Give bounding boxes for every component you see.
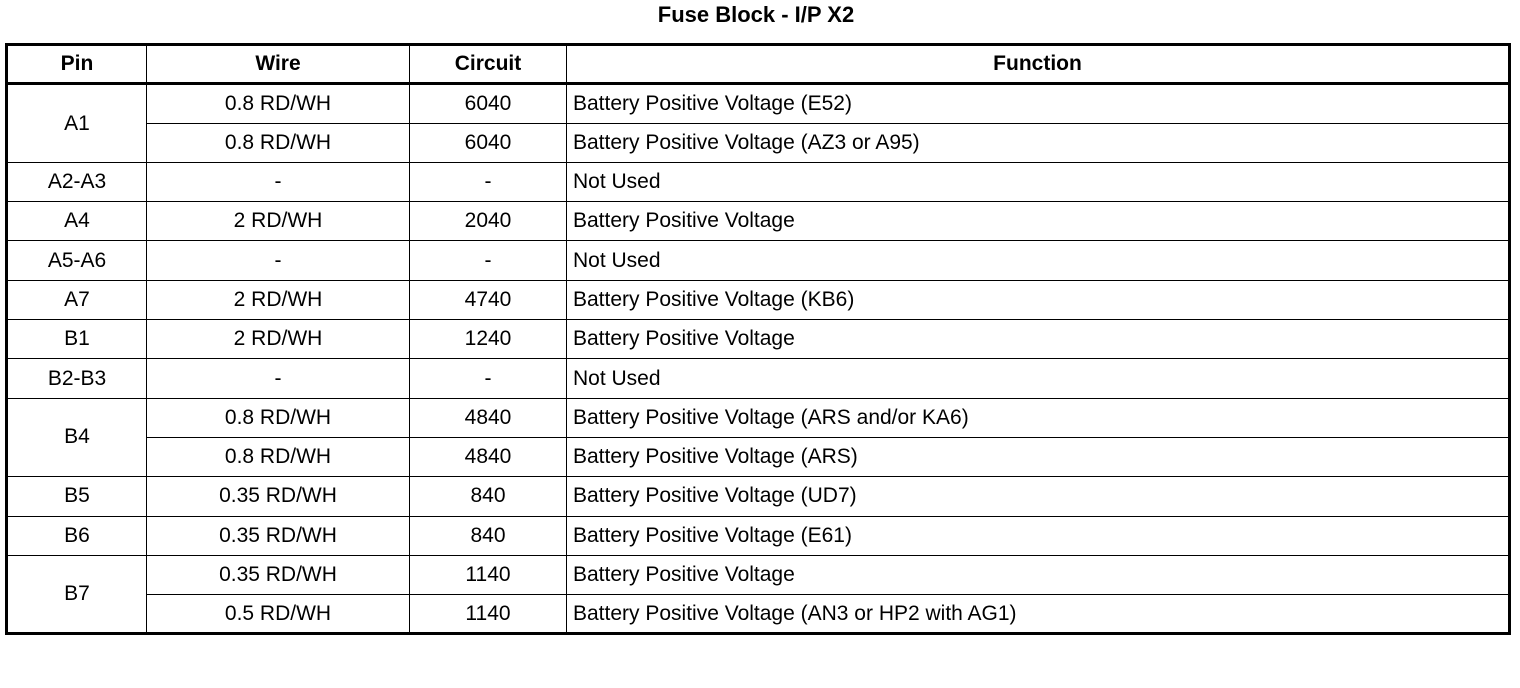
function-cell: Battery Positive Voltage (KB6) (567, 280, 1510, 319)
table-row (7, 280, 1510, 319)
wire-cell: 2 RD/WH (147, 280, 410, 319)
pin-cell: B5 (7, 477, 147, 516)
circuit-cell: 840 (410, 516, 567, 555)
wire-cell: 2 RD/WH (147, 202, 410, 241)
table-row (7, 398, 1510, 437)
pin-cell: B7 (7, 555, 147, 634)
table-body (7, 84, 1510, 634)
header-function: Function (567, 45, 1510, 84)
table-row (7, 555, 1510, 594)
wire-cell: 0.8 RD/WH (147, 84, 410, 123)
wire-cell: 0.35 RD/WH (147, 555, 410, 594)
wire-cell: - (147, 241, 410, 280)
table-row (7, 320, 1510, 359)
pin-cell: B2-B3 (7, 359, 147, 398)
table-row (7, 477, 1510, 516)
header-wire: Wire (147, 45, 410, 84)
header-row (7, 45, 1510, 84)
pin-cell: A7 (7, 280, 147, 319)
function-cell: Battery Positive Voltage (E52) (567, 84, 1510, 123)
circuit-cell: - (410, 359, 567, 398)
pin-cell: B4 (7, 398, 147, 477)
circuit-cell: 4840 (410, 398, 567, 437)
table-row (7, 241, 1510, 280)
circuit-cell: - (410, 162, 567, 201)
header-pin: Pin (7, 45, 147, 84)
function-cell: Battery Positive Voltage (567, 320, 1510, 359)
wire-cell: 0.8 RD/WH (147, 123, 410, 162)
wire-cell: 0.35 RD/WH (147, 516, 410, 555)
wire-cell: - (147, 162, 410, 201)
circuit-cell: 2040 (410, 202, 567, 241)
function-cell: Battery Positive Voltage (UD7) (567, 477, 1510, 516)
table-row (7, 84, 1510, 123)
pin-cell: A4 (7, 202, 147, 241)
wire-cell: - (147, 359, 410, 398)
table-row (7, 516, 1510, 555)
circuit-cell: 1240 (410, 320, 567, 359)
wire-cell: 0.5 RD/WH (147, 595, 410, 634)
table-row (7, 359, 1510, 398)
function-cell: Battery Positive Voltage (567, 555, 1510, 594)
circuit-cell: 4740 (410, 280, 567, 319)
pin-cell: B6 (7, 516, 147, 555)
pin-cell: B1 (7, 320, 147, 359)
circuit-cell: 1140 (410, 555, 567, 594)
wire-cell: 0.8 RD/WH (147, 398, 410, 437)
table-row (7, 437, 1510, 476)
pin-cell: A2-A3 (7, 162, 147, 201)
table-row (7, 595, 1510, 634)
function-cell: Battery Positive Voltage (AZ3 or A95) (567, 123, 1510, 162)
function-cell: Battery Positive Voltage (ARS and/or KA6) (567, 398, 1510, 437)
wire-cell: 0.8 RD/WH (147, 437, 410, 476)
table-header (7, 45, 1510, 84)
circuit-cell: 4840 (410, 437, 567, 476)
table-row (7, 123, 1510, 162)
circuit-cell: 1140 (410, 595, 567, 634)
circuit-cell: 6040 (410, 123, 567, 162)
pinout-table (5, 43, 1511, 635)
wire-cell: 0.35 RD/WH (147, 477, 410, 516)
pin-cell: A5-A6 (7, 241, 147, 280)
function-cell: Battery Positive Voltage (AN3 or HP2 with AG1) (567, 595, 1510, 634)
function-cell: Battery Positive Voltage (567, 202, 1510, 241)
pin-cell: A1 (7, 84, 147, 163)
table-row (7, 202, 1510, 241)
function-cell: Not Used (567, 359, 1510, 398)
function-cell: Not Used (567, 162, 1510, 201)
table-row (7, 162, 1510, 201)
circuit-cell: 6040 (410, 84, 567, 123)
table-title: Fuse Block - I/P X2 (657, 2, 855, 27)
function-cell: Battery Positive Voltage (E61) (567, 516, 1510, 555)
function-cell: Battery Positive Voltage (ARS) (567, 437, 1510, 476)
header-circuit: Circuit (410, 45, 567, 84)
circuit-cell: 840 (410, 477, 567, 516)
wire-cell: 2 RD/WH (147, 320, 410, 359)
circuit-cell: - (410, 241, 567, 280)
function-cell: Not Used (567, 241, 1510, 280)
